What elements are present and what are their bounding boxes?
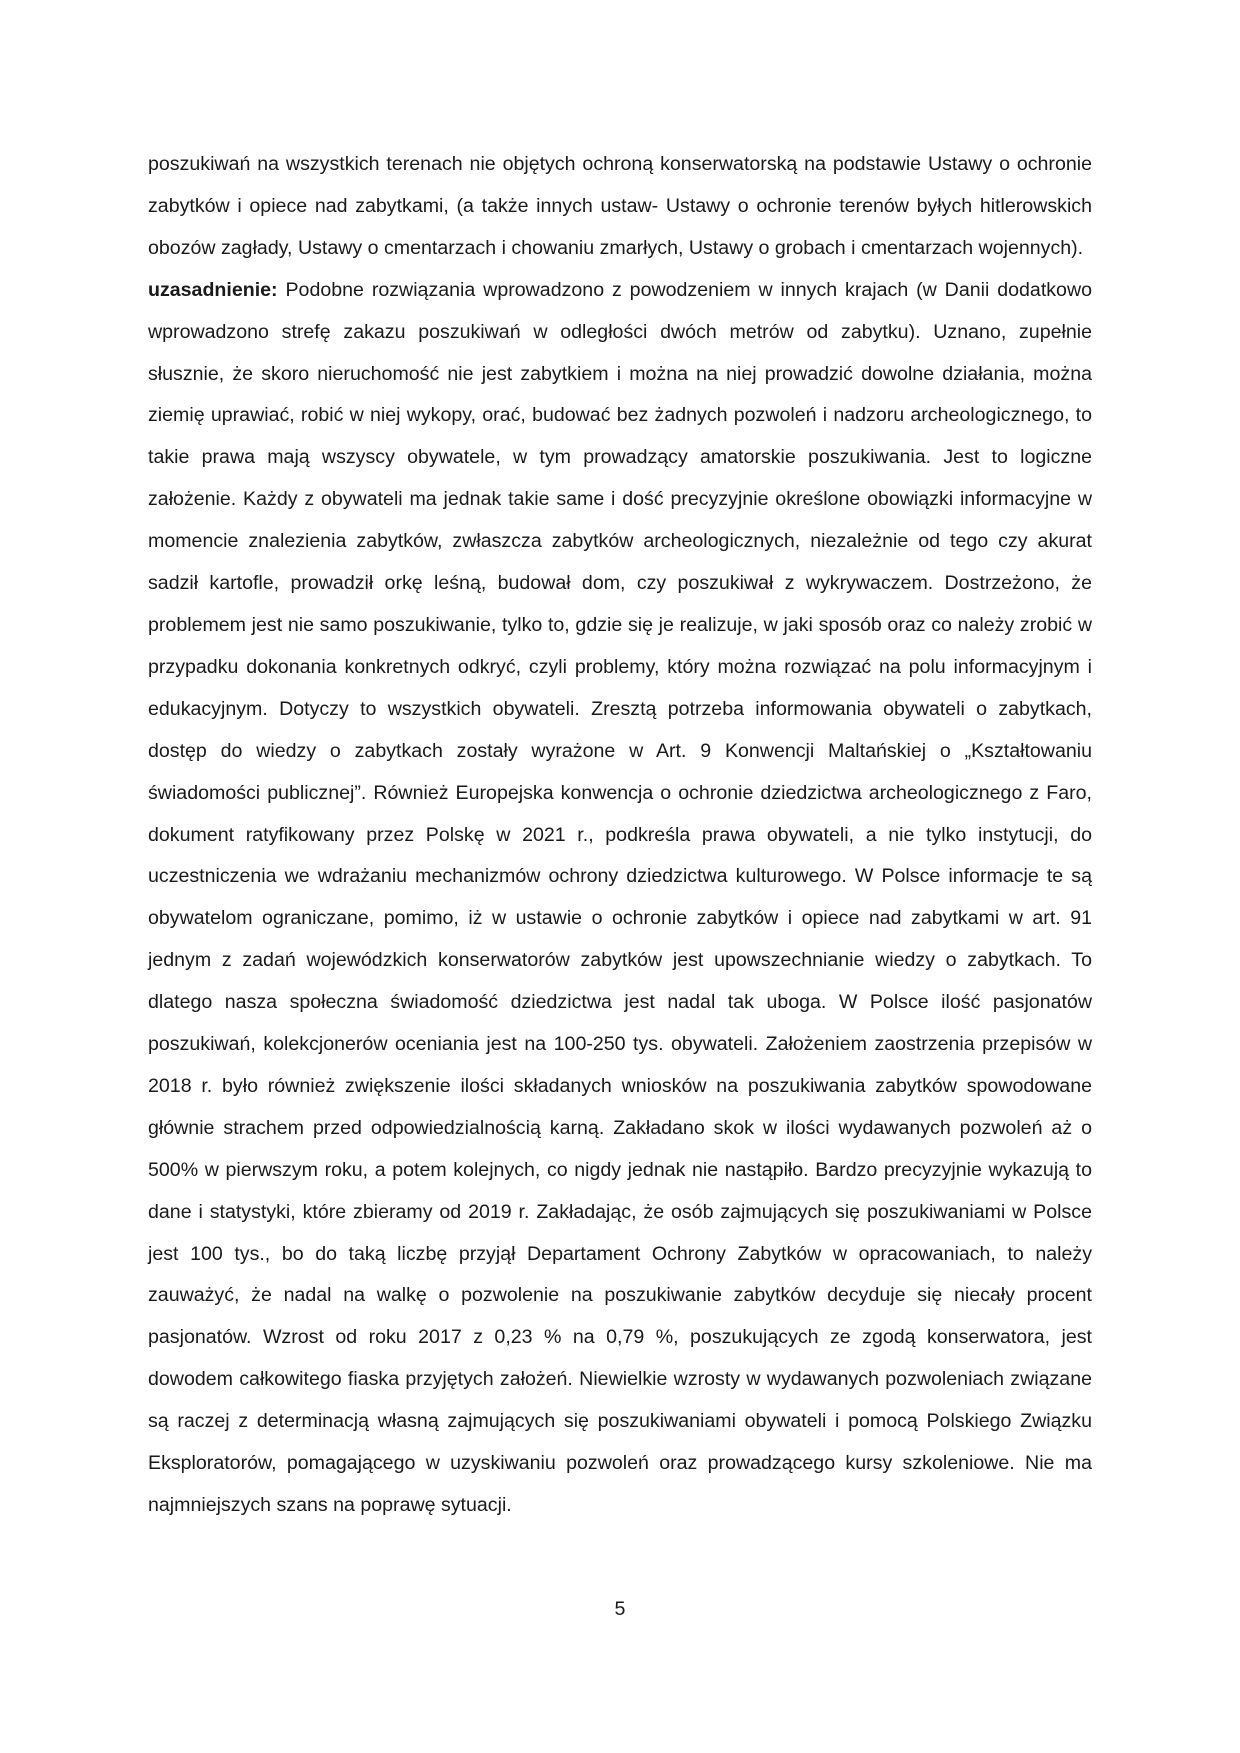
- body-text: [148, 144, 1092, 1527]
- page-number: 5: [614, 1598, 626, 1620]
- paragraph-intro: poszukiwań na wszystkich terenach nie objętych ochroną konserwatorską na podstawie Ustawy o ochronie zabytków i opiece nad zabytkami, (a także innych ustaw- Ustawy o ochronie terenów byłych hitlerowskich obozów zagłady, Ustawy o cmentarzach i chowaniu zmarłych, Ustawy o grobach i cmentarzach wojennych).: [148, 153, 1092, 259]
- justification-text: Podobne rozwiązania wprowadzono z powodzeniem w innych krajach (w Danii dodatkowo wprowadzono strefę zakazu poszukiwań w odległości dwóch metrów od zabytku). Uznano, zupełnie słusznie, że skoro nieruchomość nie jest zabytkiem i można na niej prowadzić dowolne działania, można ziemię uprawiać, robić w niej wykopy, orać, budować bez żadnych pozwoleń i nadzoru archeologicznego, to takie prawa mają wszyscy obywatele, w tym prowadzący amatorskie poszukiwania. Jest to logiczne założenie. Każdy z obywateli ma jednak takie same i dość precyzyjnie określone obowiązki informacyjne w momencie znalezienia zabytków, zwłaszcza zabytków archeologicznych, niezależnie od tego czy akurat sadził kartofle, prowadził orkę leśną, budował dom, czy poszukiwał z wykrywaczem. Dostrzeżono, że problemem jest nie samo poszukiwanie, tylko to, gdzie się je realizuje, w jaki sposób oraz co należy zrobić w przypadku dokonania konkretnych odkryć, czyli problemy, który można rozwiązać na polu informacyjnym i edukacyjnym. Dotyczy to wszystkich obywateli. Zresztą potrzeba informowania obywateli o zabytkach, dostęp do wiedzy o zabytkach zostały wyrażone w Art. 9 Konwencji Maltańskiej o „Kształtowaniu świadomości publicznej”. Również Europejska konwencja o ochronie dziedzictwa archeologicznego z Faro, dokument ratyfikowany przez Polskę w 2021 r., podkreśla prawa obywateli, a nie tylko instytucji, do uczestniczenia we wdrażaniu mechanizmów ochrony dziedzictwa kulturowego. W Polsce informacje te są obywatelom ograniczane, pomimo, iż w ustawie o ochronie zabytków i opiece nad zabytkami w art. 91 jednym z zadań wojewódzkich konserwatorów zabytków jest upowszechnianie wiedzy o zabytkach. To dlatego nasza społeczna świadomość dziedzictwa jest nadal tak uboga. W Polsce ilość pasjonatów poszukiwań, kolekcjonerów oceniania jest na 100-250 tys. obywateli. Założeniem zaostrzenia przepisów w 2018 r. było również zwiększenie ilości składanych wniosków na poszukiwania zabytków spowodowane głównie strachem przed odpowiedzialnością karną. Zakładano skok w ilości wydawanych pozwoleń aż o 500% w pierwszym roku, a potem kolejnych, co nigdy jednak nie nastąpiło. Bardzo precyzyjnie wykazują to dane i statystyki, które zbieramy od 2019 r. Zakładając, że osób zajmujących się poszukiwaniami w Polsce jest 100 tys., bo do taką liczbę przyjął Departament Ochrony Zabytków w opracowaniach, to należy zauważyć, że nadal na walkę o pozwolenie na poszukiwanie zabytków decyduje się niecały procent pasjonatów. Wzrost od roku 2017 z 0,23 % na 0,79 %, poszukujących ze zgodą konserwatora, jest dowodem całkowitego fiaska przyjętych założeń. Niewielkie wzrosty w wydawanych pozwoleniach związane są raczej z determinacją własną zajmujących się poszukiwaniami obywateli i pomocą Polskiego Związku Eksploratorów, pomagającego w uzyskiwaniu pozwoleń oraz prowadzącego kursy szkoleniowe. Nie ma najmniejszych szans na poprawę sytuacji.: [148, 278, 1093, 1516]
- justification-label: uzasadnienie:: [148, 278, 278, 301]
- paragraph-justification: [148, 270, 1092, 1527]
